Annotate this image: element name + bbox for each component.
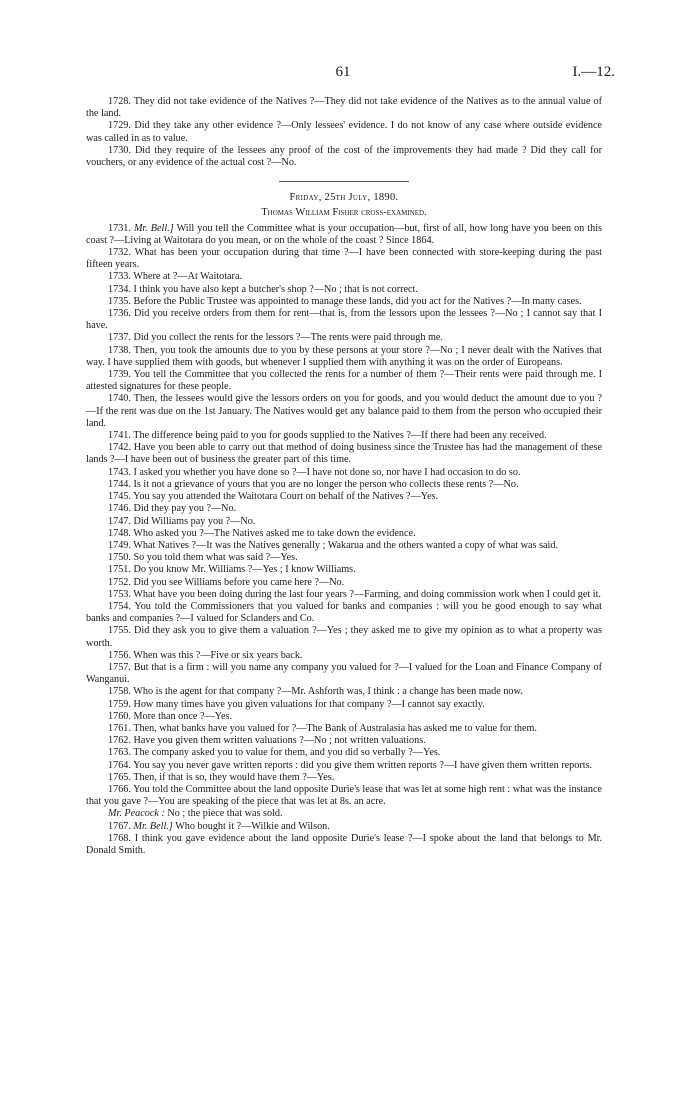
paragraph-1728: 1728. They did not take evidence of the Natives ?—They did not take evidence of the Natives as to the annual value of the land. (86, 96, 602, 120)
paragraph-1768: 1768. I think you gave evidence about the land opposite Durie's lease ?—I spoke about the land that belongs to Mr. Donald Smith. (86, 832, 602, 856)
paragraph-1745: 1745. You say you attended the Waitotara Court on behalf of the Natives ?—Yes. (108, 491, 439, 503)
paragraph-1743: 1743. I asked you whether you have done so ?—I have not done so, nor have I had occasion to do so. (108, 466, 521, 478)
paragraph-1735: 1735. Before the Public Trustee was appointed to manage these lands, did you act for the Natives ?—In many cases. (108, 295, 582, 307)
paragraph-number: 1767. (108, 820, 131, 832)
paragraph-1758: 1758. Who is the agent for that company ?—Mr. Ashforth was, I think : a change has been made now. (108, 686, 523, 698)
paragraph-1766: 1766. You told the Committee about the land opposite Durie's lease that was let at some high rent : what was the instance that you gave ?—You are speaking of the piece that was let at 8s. an acre. (86, 783, 602, 808)
speaker-name: Mr. Bell.] (133, 222, 174, 234)
witness-heading: Thomas William Fisher cross-examined. (261, 207, 427, 219)
paragraph-1732: 1732. What has been your occupation during that time ?—I have been connected with store-keeping during the past fifteen years. (86, 247, 602, 271)
paragraph-text: No ; the piece that was sold. (167, 808, 283, 820)
paragraph-1738: 1738. Then, you took the amounts due to you by these persons at your store ?—No ; I never dealt with the Natives that way. I have supplied them with goods, but whenever I supplied them with anything it was on the order of Europeans. (86, 344, 602, 368)
paragraph-1763: 1763. The company asked you to value for them, and you did so verbally ?—Yes. (108, 747, 441, 759)
paragraph-1754: 1754. You told the Commissioners that you valued for banks and companies : will you be good enough to say what banks and companies ?—I valued for Sclanders and Co. (86, 600, 602, 625)
paragraph-text: Will you tell the Committee what is your occupation—but, first of all, how long have you been on this coast ?—Living at Waitotara do you mean, or on the whole of the coast ? Since 1864. (86, 222, 602, 246)
paragraph-peacock (86, 808, 602, 820)
paragraph-1755: 1755. Did they ask you to give them a valuation ?—Yes ; they asked me to give my opinion as to what a property was worth. (86, 625, 602, 649)
document-reference: I.—12. (572, 64, 615, 80)
paragraph-1767 (86, 821, 602, 833)
paragraph-1753: 1753. What have you been doing during the last four years ?—Farming, and doing commission work when I could get it. (108, 588, 601, 600)
paragraph-1729: 1729. Did they take any other evidence ?—Only lessees' evidence. I do not know of any case where outside evidence was called in as to value. (86, 120, 602, 144)
speaker-name: Mr. Peacock : (108, 808, 165, 820)
speaker-name: Mr. Bell.] (133, 820, 173, 832)
paragraph-1744: 1744. Is it not a grievance of yours that you are no longer the person who collects these rents ?—No. (108, 478, 519, 490)
page-header (0, 64, 700, 86)
paragraph-1746: 1746. Did they pay you ?—No. (108, 503, 237, 515)
paragraph-1740: 1740. Then, the lessees would give the lessors orders on you for goods, and you would deduct the amount due to you ?—If the rent was due on the 1st January. The Natives would get any balance paid to them from the person who occupied their land. (86, 393, 602, 429)
paragraph-1748: 1748. Who asked you ?—The Natives asked me to take down the evidence. (108, 527, 416, 539)
paragraph-1752: 1752. Did you see Williams before you came here ?—No. (108, 576, 345, 588)
paragraph-1737: 1737. Did you collect the rents for the lessors ?—The rents were paid through me. (108, 332, 443, 344)
paragraph-1742: 1742. Have you been able to carry out that method of doing business since the Trustee has had the management of these lands ?—I have been out of business the greater part of this time. (86, 442, 602, 466)
paragraph-1761: 1761. Then, what banks have you valued for ?—The Bank of Australasia has asked me to value for them. (108, 722, 537, 734)
paragraph-1730: 1730. Did they require of the lessees any proof of the cost of the improvements they had made ? Did they call for vouchers, or any evidence of the actual cost ?—No. (86, 144, 602, 169)
paragraph-text: Who bought it ?—Wilkie and Wilson. (175, 820, 330, 832)
document-body (86, 96, 602, 857)
paragraph-1751: 1751. Do you know Mr. Williams ?—Yes ; I know Williams. (108, 564, 356, 576)
paragraph-1741: 1741. The difference being paid to you for goods supplied to the Natives ?—If there had been any received. (108, 430, 547, 442)
paragraph-1764: 1764. You say you never gave written reports : did you give them written reports ?—I have given them written reports. (108, 759, 593, 771)
paragraph-1747: 1747. Did Williams pay you ?—No. (108, 515, 256, 527)
paragraph-1762: 1762. Have you given them written valuations ?—No ; not written valuations. (108, 735, 426, 747)
paragraph-number: 1731. (108, 222, 131, 234)
session-date: Friday, 25th July, 1890. (289, 192, 399, 204)
paragraph-1749: 1749. What Natives ?—It was the Natives generally ; Wakarua and the others wanted a copy of what was said. (108, 539, 559, 551)
paragraph-1734: 1734. I think you have also kept a butcher's shop ?—No ; that is not correct. (108, 283, 418, 295)
paragraph-1759: 1759. How many times have you given valuations for that company ?—I cannot say exactly. (108, 698, 485, 710)
paragraph-1750: 1750. So you told them what was said ?—Yes. (108, 552, 298, 564)
section-divider (279, 181, 409, 182)
paragraph-1733: 1733. Where at ?—At Waitotara. (108, 271, 243, 283)
paragraph-1739: 1739. You tell the Committee that you collected the rents for a number of them ?—Their rents were paid through me. I attested signatures for these people. (86, 369, 602, 393)
paragraph-1731 (86, 223, 602, 247)
paragraph-1757: 1757. But that is a firm : will you name any company you valued for ?—I valued for the Loan and Finance Company of Wanganui. (86, 661, 602, 686)
page-number: 61 (335, 64, 351, 80)
paragraph-1765: 1765. Then, if that is so, they would have them ?—Yes. (108, 771, 335, 783)
paragraph-1760: 1760. More than once ?—Yes. (108, 710, 233, 722)
paragraph-1756: 1756. When was this ?—Five or six years back. (108, 649, 303, 661)
paragraph-1736: 1736. Did you receive orders from them for rent—that is, from the lessors upon the lessees ?—No ; I cannot say that I have. (86, 308, 602, 332)
